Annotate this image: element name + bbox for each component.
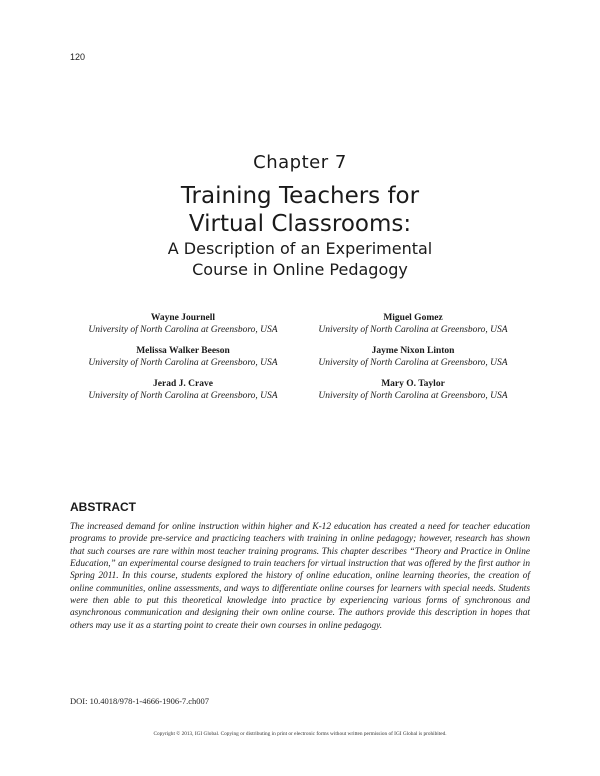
doi: DOI: 10.4018/978-1-4666-1906-7.ch007 xyxy=(70,696,210,706)
abstract-text: The increased demand for online instruction within higher and K-12 education has created a need for teacher education programs to provide pre-service and practicing teachers with training in online pedagogy; however, research has shown that such courses are rare within most teacher training programs. This chapter describes “Theory and Practice in Online Education,” an experimental course designed to train teachers for virtual instruction that was offered by the first author in Spring 2011. In this course, students explored the history of online education, online learning theories, the creation of online communities, online assessments, and ways to differentiate online courses for learners with special needs. Students were then able to put this theoretical knowledge into practice by experiencing various forms of synchronous and asynchronous communication and designing their own online course. The authors provide this description in hopes that others may use it as a starting point to create their own courses in online pedagogy. xyxy=(70,522,530,631)
author-name: Miguel Gomez xyxy=(383,313,443,323)
author-affiliation: University of North Carolina at Greensboro, USA xyxy=(318,325,508,335)
author-affiliation: University of North Carolina at Greensboro, USA xyxy=(88,391,278,401)
author-entry xyxy=(296,312,530,336)
author-entry xyxy=(296,345,530,369)
chapter-subtitle-line: Course in Online Pedagogy xyxy=(192,260,408,279)
author-affiliation: University of North Carolina at Greensboro, USA xyxy=(318,391,508,401)
author-affiliation: University of North Carolina at Greensboro, USA xyxy=(88,358,278,368)
author-entry xyxy=(70,345,296,369)
chapter-subtitle xyxy=(0,238,600,280)
author-entry xyxy=(70,312,296,336)
author-name: Jerad J. Crave xyxy=(153,379,213,389)
chapter-label: Chapter 7 xyxy=(253,152,347,173)
author-list xyxy=(70,312,530,402)
copyright-notice: Copyright © 2013, IGI Global. Copying or distributing in print or electronic forms without written permission of IGI Global is prohibited. xyxy=(153,731,447,737)
chapter-title-line: Virtual Classrooms: xyxy=(188,211,412,237)
chapter-title-line: Training Teachers for xyxy=(180,183,420,209)
chapter-title xyxy=(0,182,600,238)
author-affiliation: University of North Carolina at Greensboro, USA xyxy=(88,325,278,335)
author-entry xyxy=(70,378,296,402)
author-name: Wayne Journell xyxy=(150,313,216,323)
page-number: 120 xyxy=(70,52,86,62)
author-affiliation: University of North Carolina at Greensboro, USA xyxy=(318,358,508,368)
author-name: Jayme Nixon Linton xyxy=(371,346,455,356)
author-name: Mary O. Taylor xyxy=(381,379,445,389)
chapter-subtitle-line: A Description of an Experimental xyxy=(167,239,433,258)
author-entry xyxy=(296,378,530,402)
abstract-heading: ABSTRACT xyxy=(70,500,136,514)
author-name: Melissa Walker Beeson xyxy=(136,346,230,356)
